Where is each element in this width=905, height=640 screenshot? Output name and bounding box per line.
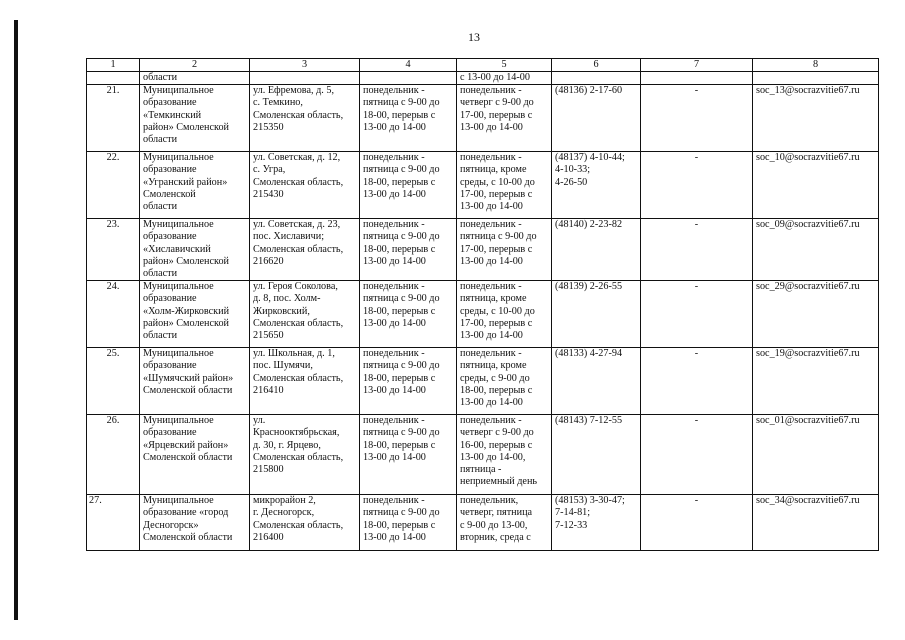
phone-number-line: (48140) 2-23-82	[555, 219, 623, 231]
consultation-hours-line: четверг, пятница	[460, 507, 533, 519]
municipality-name	[140, 415, 250, 495]
address-line: пос. Хиславичи;	[253, 231, 325, 243]
consultation-hours	[457, 348, 552, 415]
phone-number-line: 7-12-33	[555, 519, 588, 531]
page-number: 13	[468, 30, 480, 44]
address-line: пос. Шумячи,	[253, 360, 313, 372]
consultation-hours-line: среды, с 10-00 до	[460, 305, 535, 317]
address-line: ул. Советская, д. 12,	[253, 152, 341, 164]
reception-hours-line: 18-00, перерыв с	[363, 439, 436, 451]
reception-hours-line: понедельник -	[363, 495, 425, 507]
consultation-hours	[457, 72, 552, 85]
consultation-hours-line: понедельник,	[460, 495, 519, 507]
municipality-name-line: области	[143, 268, 178, 280]
reception-hours-line: понедельник -	[363, 281, 425, 293]
address-line: ул. Ефремова, д. 5,	[253, 85, 335, 97]
row-number	[87, 219, 140, 281]
reception-hours-line: 18-00, перерыв с	[363, 109, 436, 121]
address-line: Жирковский,	[253, 305, 310, 317]
reception-hours	[360, 152, 457, 219]
address	[250, 72, 360, 85]
fax-number-text: -	[694, 152, 699, 164]
consultation-hours-line: пятница -	[460, 464, 502, 476]
page-edge-bar	[14, 20, 18, 620]
address-line: 216400	[253, 531, 284, 543]
email-address	[753, 495, 879, 551]
email-address-text[interactable]: soc_34@socrazvitie67.ru	[756, 495, 860, 507]
reception-hours-line: пятница с 9-00 до	[363, 293, 440, 305]
table-row	[87, 72, 879, 85]
email-address	[753, 85, 879, 152]
address-line: с. Темкино,	[253, 97, 303, 109]
table-row	[87, 85, 879, 152]
row-number	[87, 72, 140, 85]
reception-hours-line: пятница с 9-00 до	[363, 97, 440, 109]
email-address	[753, 219, 879, 281]
municipality-name-line: Смоленской области	[143, 531, 233, 543]
table-row	[87, 152, 879, 219]
consultation-hours-line: 13-00 до 14-00	[460, 201, 523, 213]
reception-hours-line: 13-00 до 14-00	[363, 451, 426, 463]
consultation-hours-line: 17-00, перерыв с	[460, 317, 533, 329]
address-line: Смоленская область,	[253, 519, 344, 531]
municipality-name-line: образование «город	[143, 507, 229, 519]
fax-number-text: -	[694, 495, 699, 507]
phone-number	[552, 495, 641, 551]
address-line: 215430	[253, 188, 284, 200]
reception-hours	[360, 219, 457, 281]
municipality-name-line: образование	[143, 427, 197, 439]
consultation-hours-line: 13-00 до 14-00	[460, 397, 523, 409]
email-address-text[interactable]: soc_01@socrazvitie67.ru	[756, 415, 860, 427]
phone-number-line: 4-10-33;	[555, 164, 591, 176]
municipality-name	[140, 219, 250, 281]
address-line: Смоленская область,	[253, 176, 344, 188]
address	[250, 348, 360, 415]
reception-hours	[360, 348, 457, 415]
table-row	[87, 415, 879, 495]
email-address-text[interactable]: soc_29@socrazvitie67.ru	[756, 281, 860, 293]
phone-number-line: (48139) 2-26-55	[555, 281, 623, 293]
consultation-hours-line: понедельник -	[460, 415, 522, 427]
consultation-hours-line: пятница, кроме	[460, 164, 527, 176]
address-line: д. 30, г. Ярцево,	[253, 439, 321, 451]
reception-hours-line: 18-00, перерыв с	[363, 243, 436, 255]
fax-number-text: -	[694, 281, 699, 293]
phone-number	[552, 72, 641, 85]
fax-number	[641, 281, 753, 348]
reception-hours-line: 13-00 до 14-00	[363, 531, 426, 543]
municipality-name	[140, 152, 250, 219]
municipality-name-line: Муниципальное	[143, 495, 214, 507]
address	[250, 219, 360, 281]
address-line: 215800	[253, 464, 284, 476]
reception-hours	[360, 85, 457, 152]
consultation-hours-line: понедельник -	[460, 152, 522, 164]
row-number	[87, 495, 140, 551]
phone-number	[552, 281, 641, 348]
municipality-name	[140, 495, 250, 551]
consultation-hours-line: пятница с 9-00 до	[460, 231, 537, 243]
phone-number-line: (48136) 2-17-60	[555, 85, 623, 97]
municipality-name-line: «Темкинский	[143, 109, 202, 121]
municipality-name-line: образование	[143, 164, 197, 176]
municipality-name-line: Десногорск»	[143, 519, 199, 531]
municipality-name-line: Муниципальное	[143, 219, 214, 231]
municipality-name-line: Муниципальное	[143, 281, 214, 293]
row-number-text: 26.	[106, 415, 120, 427]
address-line: микрорайон 2,	[253, 495, 316, 507]
reception-hours-line: 13-00 до 14-00	[363, 121, 426, 133]
consultation-hours	[457, 152, 552, 219]
fax-number	[641, 495, 753, 551]
fax-number-text: -	[694, 415, 699, 427]
municipality-name-line: области	[143, 134, 178, 146]
reception-hours-line: 13-00 до 14-00	[363, 188, 426, 200]
email-address-text[interactable]: soc_10@socrazvitie67.ru	[756, 152, 860, 164]
municipality-name-line: Смоленской	[143, 188, 196, 200]
row-number	[87, 348, 140, 415]
consultation-hours	[457, 85, 552, 152]
column-header: 7	[641, 59, 753, 72]
column-header: 6	[552, 59, 641, 72]
consultation-hours-line: вторник, среда с	[460, 531, 531, 543]
fax-number	[641, 152, 753, 219]
consultation-hours-line: 17-00, перерыв с	[460, 109, 533, 121]
fax-number	[641, 85, 753, 152]
address-line: ул.	[253, 415, 266, 427]
address	[250, 495, 360, 551]
municipality-name-line: образование	[143, 97, 197, 109]
phone-number	[552, 85, 641, 152]
municipality-name-line: области	[143, 201, 178, 213]
address-line: Краснооктябрьская,	[253, 427, 340, 439]
address	[250, 152, 360, 219]
row-number-text: 24.	[106, 281, 120, 293]
email-address-text[interactable]: soc_19@socrazvitie67.ru	[756, 348, 860, 360]
fax-number	[641, 415, 753, 495]
phone-number-line: (48137) 4-10-44;	[555, 152, 625, 164]
reception-hours-line: пятница с 9-00 до	[363, 507, 440, 519]
table-row	[87, 495, 879, 551]
consultation-hours-line: с 9-00 до 13-00,	[460, 519, 528, 531]
column-header: 8	[753, 59, 879, 72]
reception-hours-line: 13-00 до 14-00	[363, 255, 426, 267]
municipality-name-line: «Шумячский район»	[143, 372, 234, 384]
municipality-name-line: Муниципальное	[143, 152, 214, 164]
email-address	[753, 281, 879, 348]
consultation-hours-line: среды, с 10-00 до	[460, 176, 535, 188]
consultation-hours-line: 17-00, перерыв с	[460, 188, 533, 200]
address-line: д. 8, пос. Холм-	[253, 293, 321, 305]
row-number-text: 23.	[106, 219, 120, 231]
municipality-name-line: «Хиславичский	[143, 243, 211, 255]
municipality-name-line: район» Смоленской	[143, 255, 230, 267]
row-number	[87, 152, 140, 219]
phone-number-line: 7-14-81;	[555, 507, 591, 519]
column-header: 5	[457, 59, 552, 72]
reception-hours-line: 13-00 до 14-00	[363, 317, 426, 329]
phone-number-line: 4-26-50	[555, 176, 588, 188]
municipality-name	[140, 85, 250, 152]
table-row	[87, 219, 879, 281]
table-row	[87, 281, 879, 348]
address	[250, 415, 360, 495]
phone-number	[552, 152, 641, 219]
municipality-name-line: Муниципальное	[143, 85, 214, 97]
fax-number-text: -	[694, 348, 699, 360]
email-address	[753, 152, 879, 219]
header-row	[87, 59, 879, 72]
consultation-hours-line: 13-00 до 14-00	[460, 330, 523, 342]
fax-number-text: -	[694, 85, 699, 97]
consultation-hours-line: 16-00, перерыв с	[460, 439, 533, 451]
municipality-name-line: области	[143, 330, 178, 342]
row-number-text: 25.	[106, 348, 120, 360]
reception-hours	[360, 281, 457, 348]
fax-number-text: -	[694, 219, 699, 231]
municipality-name-line: образование	[143, 231, 197, 243]
municipality-name	[140, 281, 250, 348]
address-line: 215650	[253, 330, 284, 342]
municipality-name-line: «Ярцевский район»	[143, 439, 229, 451]
fax-number	[641, 219, 753, 281]
consultation-hours-line: четверг с 9-00 до	[460, 427, 534, 439]
fax-number	[641, 72, 753, 85]
municipality-name-line: Смоленской области	[143, 451, 233, 463]
phone-number-line: (48153) 3-30-47;	[555, 495, 625, 507]
consultation-hours-line: пятница, кроме	[460, 293, 527, 305]
municipality-name-line: образование	[143, 360, 197, 372]
phone-number	[552, 219, 641, 281]
consultation-hours-line: 13-00 до 14-00	[460, 121, 523, 133]
email-address	[753, 72, 879, 85]
municipality-name-line: «Угранский район»	[143, 176, 228, 188]
reception-hours	[360, 415, 457, 495]
consultation-hours-line: понедельник -	[460, 85, 522, 97]
reception-hours-line: 18-00, перерыв с	[363, 305, 436, 317]
municipality-name-line: Смоленской области	[143, 384, 233, 396]
reception-hours-line: пятница с 9-00 до	[363, 360, 440, 372]
address-line: с. Угра,	[253, 164, 286, 176]
address-line: ул. Школьная, д. 1,	[253, 348, 335, 360]
column-header: 2	[140, 59, 250, 72]
consultation-hours-line: пятница, кроме	[460, 360, 527, 372]
table-row	[87, 348, 879, 415]
consultation-hours-line: среды, с 9-00 до	[460, 372, 530, 384]
phone-number-line: (48133) 4-27-94	[555, 348, 623, 360]
reception-hours-line: пятница с 9-00 до	[363, 164, 440, 176]
address-line: Смоленская область,	[253, 243, 344, 255]
consultation-hours-line: 13-00 до 14-00	[460, 255, 523, 267]
email-address	[753, 348, 879, 415]
contacts-table	[86, 58, 879, 551]
reception-hours	[360, 72, 457, 85]
reception-hours-line: понедельник -	[363, 348, 425, 360]
consultation-hours-line: 17-00, перерыв с	[460, 243, 533, 255]
consultation-hours-line: понедельник -	[460, 281, 522, 293]
municipality-name-line: Муниципальное	[143, 348, 214, 360]
address	[250, 85, 360, 152]
municipality-name-line: Муниципальное	[143, 415, 214, 427]
municipality-name	[140, 72, 250, 85]
municipality-name-line: «Холм-Жирковский	[143, 305, 230, 317]
reception-hours-line: понедельник -	[363, 85, 425, 97]
reception-hours-line: 18-00, перерыв с	[363, 372, 436, 384]
column-header: 1	[87, 59, 140, 72]
column-header: 3	[250, 59, 360, 72]
reception-hours	[360, 495, 457, 551]
row-number	[87, 281, 140, 348]
consultation-hours-line: неприемный день	[460, 476, 538, 488]
reception-hours-line: 18-00, перерыв с	[363, 176, 436, 188]
address-line: Смоленская область,	[253, 317, 344, 329]
phone-number	[552, 348, 641, 415]
reception-hours-line: понедельник -	[363, 152, 425, 164]
address-line: Смоленская область,	[253, 451, 344, 463]
column-header: 4	[360, 59, 457, 72]
consultation-hours	[457, 281, 552, 348]
reception-hours-line: понедельник -	[363, 415, 425, 427]
consultation-hours-line: понедельник -	[460, 348, 522, 360]
address-line: ул. Героя Соколова,	[253, 281, 338, 293]
consultation-hours-line: с 13-00 до 14-00	[460, 72, 530, 83]
consultation-hours	[457, 495, 552, 551]
address	[250, 281, 360, 348]
fax-number	[641, 348, 753, 415]
municipality-name-line: образование	[143, 293, 197, 305]
email-address	[753, 415, 879, 495]
consultation-hours	[457, 219, 552, 281]
reception-hours-line: 18-00, перерыв с	[363, 519, 436, 531]
municipality-name	[140, 348, 250, 415]
consultation-hours-line: 18-00, перерыв с	[460, 384, 533, 396]
row-number-text: 21.	[106, 85, 120, 97]
email-address-text[interactable]: soc_13@socrazvitie67.ru	[756, 85, 860, 97]
row-number-text: 22.	[106, 152, 120, 164]
phone-number	[552, 415, 641, 495]
municipality-name-line: район» Смоленской	[143, 317, 230, 329]
consultation-hours-line: 13-00 до 14-00,	[460, 451, 526, 463]
address-line: 215350	[253, 121, 284, 133]
reception-hours-line: пятница с 9-00 до	[363, 231, 440, 243]
consultation-hours	[457, 415, 552, 495]
row-number	[87, 85, 140, 152]
address-line: Смоленская область,	[253, 109, 344, 121]
email-address-text[interactable]: soc_09@socrazvitie67.ru	[756, 219, 860, 231]
reception-hours-line: пятница с 9-00 до	[363, 427, 440, 439]
row-number	[87, 415, 140, 495]
address-line: 216410	[253, 384, 284, 396]
address-line: Смоленская область,	[253, 372, 344, 384]
address-line: г. Десногорск,	[253, 507, 315, 519]
phone-number-line: (48143) 7-12-55	[555, 415, 623, 427]
reception-hours-line: 13-00 до 14-00	[363, 384, 426, 396]
consultation-hours-line: понедельник -	[460, 219, 522, 231]
consultation-hours-line: четверг с 9-00 до	[460, 97, 534, 109]
reception-hours-line: понедельник -	[363, 219, 425, 231]
address-line: 216620	[253, 255, 284, 267]
municipality-name-line: области	[143, 72, 178, 83]
address-line: ул. Советская, д. 23,	[253, 219, 341, 231]
municipality-name-line: район» Смоленской	[143, 121, 230, 133]
row-number-text: 27.	[89, 495, 102, 507]
